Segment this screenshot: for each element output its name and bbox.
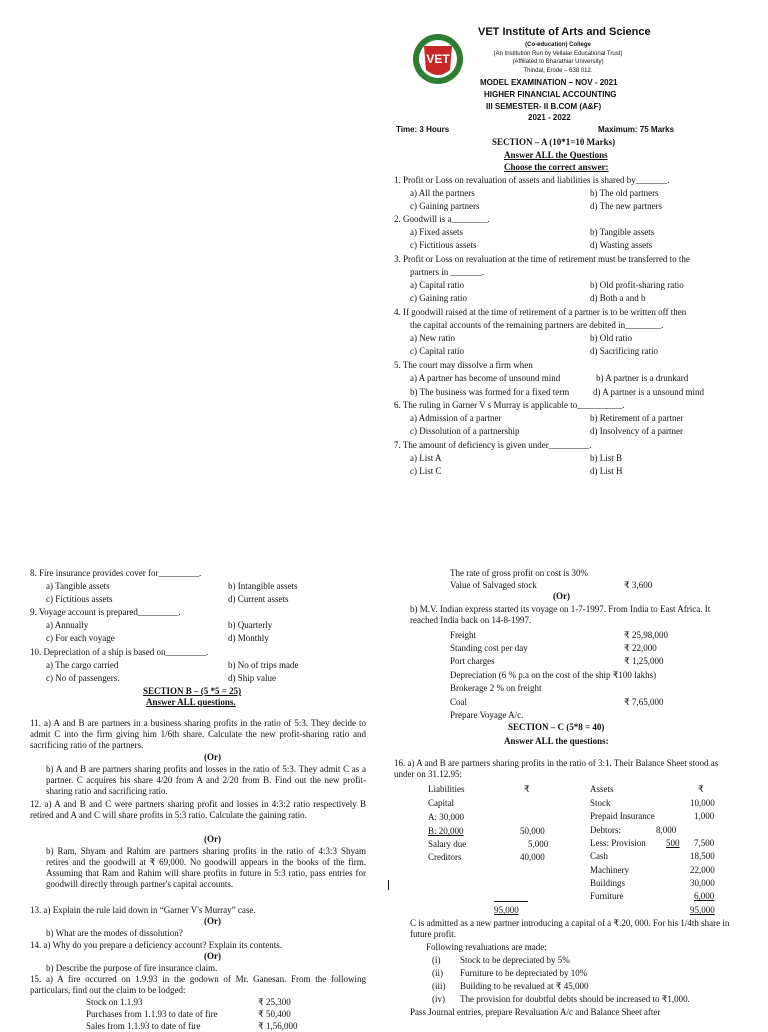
voyage-row-0: Freight <box>450 630 476 640</box>
or-13: (Or) <box>204 916 221 926</box>
bs-right-0: Assets <box>590 784 614 794</box>
q2-opt-a: a) Fixed assets <box>410 227 463 237</box>
affiliated-text: (Affiliated to Bharathiar University) <box>512 59 604 65</box>
q14a: 14. a) Why do you prepare a deficiency account? Explain its contents. <box>30 940 282 950</box>
bs-left-5: Creditors <box>428 852 462 862</box>
q8-opt-a: a) Tangible assets <box>46 581 110 591</box>
q1-opt-a: a) All the partners <box>410 188 475 198</box>
college-logo <box>412 30 464 88</box>
q16-pass: Pass Journal entries, prepare Revaluation A/c and Balance Sheet after <box>410 1007 661 1017</box>
bs-right-1: Stock <box>590 798 611 808</box>
q15-row-0: Stock on 1.1.93 <box>86 997 143 1007</box>
q10-opt-b: b) No of trips made <box>228 660 299 670</box>
time-label: Time: 3 Hours <box>396 125 450 134</box>
q4-opt-c: c) Capital ratio <box>410 346 464 356</box>
q7-opt-b: b) List B <box>590 453 623 463</box>
q2-opt-d: d) Wasting assets <box>590 240 653 250</box>
q10-opt-d: d) Ship value <box>228 673 276 683</box>
q4-opt-a: a) New ratio <box>410 333 455 343</box>
voyage-depreciation: Depreciation (6 % p.a on the cost of the ship ₹100 lakhs) <box>450 670 657 680</box>
q2-opt-c: c) Fictitious assets <box>410 240 477 250</box>
q5-stem: 5. The court may dissolve a firm when <box>394 360 533 370</box>
bs-right-4-mid: 500 <box>666 838 680 848</box>
q8-opt-c: c) Fictitious assets <box>46 594 113 604</box>
bs-left-0: Liabilities <box>428 784 465 794</box>
voyage-row-1: Standing cost per day <box>450 643 528 653</box>
q2-stem: 2. Goodwill is a________. <box>394 214 490 224</box>
q15-salvaged-label: Value of Salvaged stock <box>450 580 537 590</box>
max-marks-label: Maximum: 75 Marks <box>598 125 675 134</box>
coed-text: (Co-education) College <box>525 42 591 48</box>
q3-opt-d: d) Both a and b <box>590 293 646 303</box>
or-12: (Or) <box>204 834 221 844</box>
reval-3-text: The provision for doubtful debts should be increased to ₹1,000. <box>460 994 690 1004</box>
q9-stem: 9. Voyage account is prepared_________. <box>30 607 181 617</box>
column-mark <box>388 880 389 890</box>
or-14: (Or) <box>204 951 221 961</box>
q1-opt-d: d) The new partners <box>590 201 663 211</box>
q15a: 15. a) A fire occurred on 1.9.93 in the godown of Mr. Ganesan. From the following particulars, find out the claim to be lodged: <box>30 974 366 995</box>
bs-total-left: 95,000 <box>494 905 519 915</box>
or-11: (Or) <box>204 752 221 762</box>
or-15: (Or) <box>553 591 570 601</box>
q4-opt-b: b) Old ratio <box>590 333 632 343</box>
address-text: Thindal, Erode – 638 012. <box>523 68 593 74</box>
q5-opt-d: d) A partner is a unsound mind <box>593 387 704 397</box>
q16-admit: C is admitted as a new partner introducing a capital of a ₹.20, 000. For his 1/4th share in future profit. <box>410 918 730 939</box>
bs-right-4: Less: Provision <box>590 838 646 848</box>
section-b-title: SECTION B – (5 *5 = 25) <box>143 686 242 696</box>
bs-right-6: Machinery <box>590 865 629 875</box>
q14b: b) Describe the purpose of fire insurance claim. <box>46 963 218 973</box>
q15b: b) M.V. Indian express started its voyage on 1-7-1997. From India to East Africa. It reached India back on 14-8-1997. <box>410 604 711 625</box>
bs-total-left-line <box>494 901 528 902</box>
q10-stem: 10. Depreciation of a ship is based on_________. <box>30 647 209 657</box>
bs-left-2: A: 30,000 <box>428 812 464 822</box>
q16: 16. a) A and B are partners sharing profits in the ratio of 3:1. Their Balance Sheet stood as under on 31.12.95: <box>394 758 719 779</box>
q7-opt-a: a) List A <box>410 453 442 463</box>
bs-left-4: Salary due <box>428 839 467 849</box>
voyage-row-1-amt: ₹ 22,000 <box>624 643 657 653</box>
q9-opt-d: d) Monthly <box>228 633 269 643</box>
q6-opt-d: d) Insolvency of a partner <box>590 426 683 436</box>
q8-stem: 8. Fire insurance provides cover for_________. <box>30 568 202 578</box>
q2-opt-b: b) Tangible assets <box>590 227 655 237</box>
q12a: 12. a) A and B and C were partners sharing profit and losses in 4:3:2 ratio respectively B retired and A and C will share profits in 5:3 ratio. Calculate the gaining ratio. <box>30 799 366 820</box>
voyage-prepare: Prepare Voyage A/c. <box>450 710 524 720</box>
bs-left-3-amt: 50,000 <box>520 826 545 836</box>
bs-right-7-amt: 30,000 <box>690 878 715 888</box>
q5-opt-a: a) A partner has become of unsound mind <box>410 373 561 383</box>
voyage-row-0-amt: ₹ 25,98,000 <box>624 630 668 640</box>
balance-sheet <box>428 784 728 918</box>
q15-row-1: Purchases from 1.1.93 to date of fire <box>86 1009 218 1019</box>
q6-stem: 6. The ruling in Garner V s Murray is applicable to__________. <box>394 400 625 410</box>
q15-row-0-amt: ₹ 25,300 <box>258 997 291 1007</box>
q8-opt-b: b) Intangible assets <box>228 581 298 591</box>
bs-right-6-amt: 22,000 <box>690 865 715 875</box>
q11b: b) A and B are partners sharing profits and losses in the ratio of 5:3. They admit C as a partner. C acquires his share 4/20 from A and 2/20 from B. Find out the new profit-sharing ratio and sacrificing ratio. <box>46 764 366 796</box>
bs-right-1-amt: 10,000 <box>690 798 715 808</box>
q15-row-2-amt: ₹ 1,56,000 <box>258 1021 298 1031</box>
section-a-instr2: Choose the correct answer: <box>504 162 609 172</box>
voyage-row-2-amt: ₹ 1,25,000 <box>624 656 664 666</box>
q6-opt-c: c) Dissolution of a partnership <box>410 426 520 436</box>
q8-opt-d: d) Current assets <box>228 594 289 604</box>
reval-heading: Following revaluations are made: <box>426 942 547 952</box>
bs-total-right: 95,000 <box>690 905 715 915</box>
bs-left-3: B: 20,000 <box>428 826 464 836</box>
subject-title: HIGHER FINANCIAL ACCOUNTING <box>484 90 617 99</box>
reval-1-num: (ii) <box>432 968 443 978</box>
reval-1-text: Furniture to be depreciated by 10% <box>460 968 588 978</box>
q3-stem: 3. Profit or Loss on revaluation at the time of retirement must be transferred to the <box>394 254 690 264</box>
q7-stem: 7. The amount of deficiency is given under_________. <box>394 440 592 450</box>
bs-right-5: Cash <box>590 851 608 861</box>
bs-left-0-amt: ₹ <box>524 784 530 794</box>
q9-opt-a: a) Annually <box>46 620 89 630</box>
bs-right-4-amt: 7,500 <box>694 838 715 848</box>
bs-right-3-mid: 8,000 <box>656 825 677 835</box>
q5-opt-b: b) A partner is a drunkard <box>596 373 689 383</box>
q9-opt-c: c) For each voyage <box>46 633 115 643</box>
q3-opt-a: a) Capital ratio <box>410 280 464 290</box>
run-by-text: (An Institution Run by Vellalar Educational Trust) <box>493 51 623 57</box>
voyage-coal-amt: ₹ 7,65,000 <box>624 697 664 707</box>
institute-name: VET Institute of Arts and Science <box>478 26 651 38</box>
bs-right-3: Debtors: <box>590 825 621 835</box>
q1-opt-b: b) The old partners <box>590 188 659 198</box>
q11a: 11. a) A and B are partners in a business sharing profits in the ratio of 5:3. They decide to admit C into the firm giving him 1/6th share. Calculate the new profit-sharing ratio and sacrificing ratio of the partners. <box>30 718 366 750</box>
voyage-row-2: Port charges <box>450 656 495 666</box>
q3-opt-c: c) Gaining ratio <box>410 293 467 303</box>
section-a-title: SECTION – A (10*1=10 Marks) <box>492 137 616 147</box>
q4-stem-2: the capital accounts of the remaining partners are debited in________. <box>410 320 664 330</box>
reval-3-num: (iv) <box>432 994 445 1004</box>
bs-right-2: Prepaid Insurance <box>590 811 655 821</box>
q7-opt-d: d) List H <box>590 466 623 476</box>
q15-gp: The rate of gross profit on cost is 30% <box>450 568 588 578</box>
reval-2-num: (iii) <box>432 981 446 991</box>
q6-opt-b: b) Retirement of a partner <box>590 413 684 423</box>
q3-stem-2: partners in _______. <box>410 267 485 277</box>
q12b: b) Ram, Shyam and Rahim are partners sharing profits in the ratio of 4:3:3 Shyam retires and the goodwill at ₹ 69,000. No goodwill appears in the books of the firm. Assuming that Ram and Rahim will share profits in future in 5:3 ratio, pass entries for goodwill directly through partner's capital accounts. <box>46 846 366 889</box>
q10-opt-c: c) No of passengers. <box>46 673 120 683</box>
reval-2-text: Building to be revalued at ₹ 45,000 <box>460 981 589 991</box>
q9-opt-b: b) Quarterly <box>228 620 273 630</box>
q6-opt-a: a) Admission of a partner <box>410 413 502 423</box>
q15-row-1-amt: ₹ 50,400 <box>258 1009 291 1019</box>
reval-0-num: (i) <box>432 955 441 965</box>
q13a: 13. a) Explain the rule laid down in “Garner V's Murray” case. <box>30 905 256 915</box>
voyage-coal: Coal <box>450 697 467 707</box>
bs-right-7: Buildings <box>590 878 626 888</box>
semester-title: III SEMESTER- II B.COM (A&F) <box>486 102 602 111</box>
svg-text:VET: VET <box>426 52 450 66</box>
year-title: 2021 - 2022 <box>528 113 571 122</box>
bs-left-1: Capital <box>428 798 454 808</box>
bs-right-5-amt: 18,500 <box>690 851 715 861</box>
q15-salvaged-amt: ₹ 3,600 <box>624 580 653 590</box>
reval-0-text: Stock to be depreciated by 5% <box>460 955 570 965</box>
q10-opt-a: a) The cargo carried <box>46 660 119 670</box>
bs-right-0-amt: ₹ <box>698 784 704 794</box>
q13b: b) What are the modes of dissolution? <box>46 928 183 938</box>
q4-opt-d: d) Sacrificing ratio <box>590 346 658 356</box>
bs-right-8-amt: 6,000 <box>694 891 715 901</box>
bs-right-8: Furniture <box>590 891 624 901</box>
q15-row-2: Sales from 1.1.93 to date of fire <box>86 1021 201 1031</box>
voyage-brokerage: Brokerage 2 % on freight <box>450 683 542 693</box>
section-a-instr: Answer ALL the Questions <box>504 150 608 160</box>
q1-stem: 1. Profit or Loss on revaluation of assets and liabilities is shared by_______. <box>394 175 670 185</box>
bs-right-2-amt: 1,000 <box>694 811 715 821</box>
section-b-instr: Answer ALL questions. <box>146 697 236 707</box>
bs-left-4-amt: 5,000 <box>528 839 549 849</box>
q4-stem: 4. If goodwill raised at the time of retirement of a partner is to be written off then <box>394 307 687 317</box>
bs-left-5-amt: 40,000 <box>520 852 545 862</box>
exam-title: MODEL EXAMINATION – NOV - 2021 <box>480 78 618 87</box>
q3-opt-b: b) Old profit-sharing ratio <box>590 280 684 290</box>
section-c-instr: Answer ALL the questions: <box>504 736 609 746</box>
q7-opt-c: c) List C <box>410 466 442 476</box>
q1-opt-c: c) Gaining partners <box>410 201 480 211</box>
section-c-title: SECTION – C (5*8 = 40) <box>508 722 605 732</box>
q5-opt-c: b) The business was formed for a fixed term <box>410 387 570 397</box>
